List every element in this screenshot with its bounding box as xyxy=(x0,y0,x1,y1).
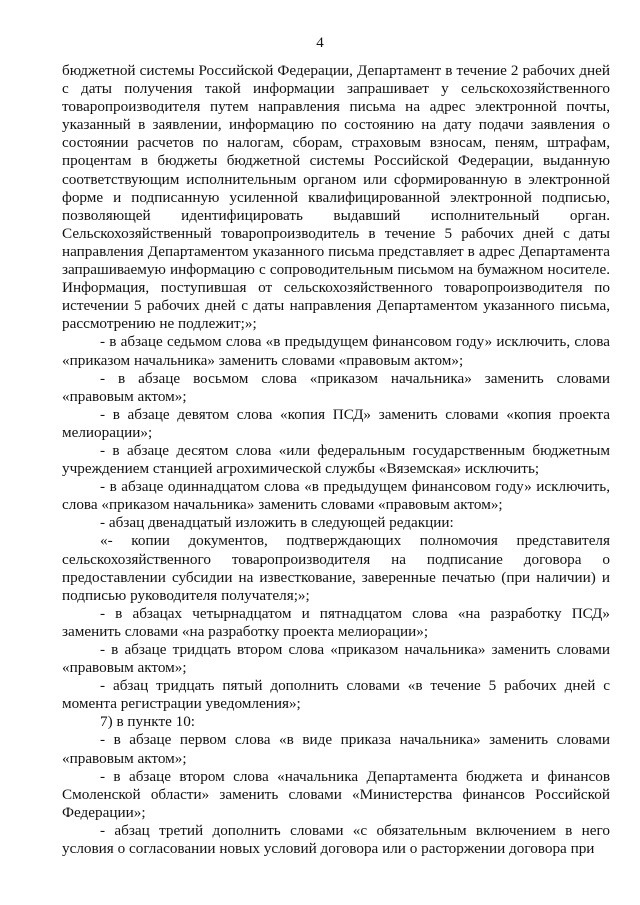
paragraph: - в абзаце первом слова «в виде приказа начальника» заменить словами «правовым актом»; xyxy=(62,731,610,767)
paragraph: - в абзаце втором слова «начальника Департамента бюджета и финансов Смоленской области» заменить словами «Министерства финансов Российской Федерации»; xyxy=(62,767,610,821)
paragraph: «- копии документов, подтверждающих полномочия представителя сельскохозяйственного товаропроизводителя на подписание договора о предоставлении субсидии на известкование, заверенные печатью (при наличии) и подписью руководителя получателя;»; xyxy=(62,532,610,604)
paragraph: - в абзаце восьмом слова «приказом начальника» заменить словами «правовым актом»; xyxy=(62,369,610,405)
paragraph: - в абзаце тридцать втором слова «приказом начальника» заменить словами «правовым актом»; xyxy=(62,641,610,677)
paragraph: - абзац тридцать пятый дополнить словами «в течение 5 рабочих дней с момента регистрации уведомления»; xyxy=(62,677,610,713)
paragraph: - в абзаце десятом слова «или федеральным государственным бюджетным учреждением станцией агрохимической службы «Вяземская» исключить; xyxy=(62,441,610,478)
paragraph: 7) в пункте 10: xyxy=(100,713,196,731)
paragraph: бюджетной системы Российской Федерации, Департамент в течение 2 рабочих дней с даты получения такой информации запрашивает у сельскохозяйственного товаропроизводителя путем направления письма на адрес электронной почты, указанный в заявлении, информацию по состоянию на дату подачи заявления о состоянии расчетов по налогам, сборам, страховым взносам, пеням, штрафам, процентам в бюджеты бюджетной системы Российской Федерации, выданную соответствующим исполнительным органом или сформированную в электронной форме и подписанную усиленной квалифицированной электронной подписью, позволяющей идентифицировать выдавший исполнительный орган. Сельскохозяйственный товаропроизводитель в течение 5 рабочих дней с даты направления Департаментом указанного письма представляет в адрес Департамента запрашиваемую информацию с сопроводительным письмом на бумажном носителе. Информация, поступившая от сельскохозяйственного товаропроизводителя по истечении 5 рабочих дней с даты направления Департаментом указанного письма, рассмотрению не подлежит;»; xyxy=(62,62,610,333)
paragraph: - в абзаце одиннадцатом слова «в предыдущем финансовом году» исключить, слова «приказом начальника» заменить словами «правовым актом»; xyxy=(62,478,610,514)
paragraph: - абзац третий дополнить словами «с обязательным включением в него условия о согласовании новых условий договора или о расторжении договора при xyxy=(62,821,610,858)
paragraph: - абзац двенадцатый изложить в следующей редакции: xyxy=(100,514,454,532)
paragraph: - в абзацах четырнадцатом и пятнадцатом слова «на разработку ПСД» заменить словами «на разработку проекта мелиорации»; xyxy=(62,604,610,640)
paragraph: - в абзаце седьмом слова «в предыдущем финансовом году» исключить, слова «приказом начальника» заменить словами «правовым актом»; xyxy=(62,333,610,369)
document-body xyxy=(62,62,610,858)
page-number: 4 xyxy=(316,35,324,51)
paragraph: - в абзаце девятом слова «копия ПСД» заменить словами «копия проекта мелиорации»; xyxy=(62,405,610,441)
